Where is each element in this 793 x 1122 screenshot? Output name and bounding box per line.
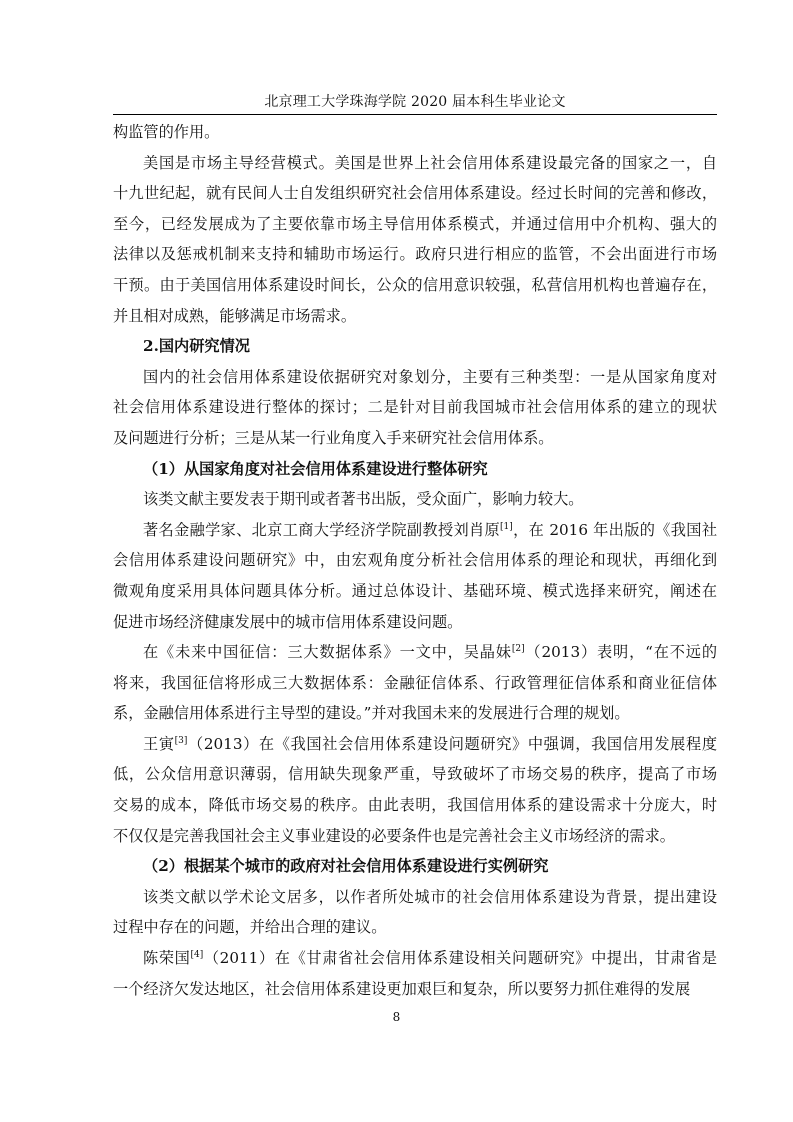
text-line: 该类文献以学术论文居多，以作者所处城市的社会信用体系建设为背景，提出建设 — [143, 887, 717, 906]
text-line: 会信用体系建设问题研究》中，由宏观角度分析社会信用体系的理论和现状，再细化到 — [113, 551, 717, 570]
text-line: （2）根据某个城市的政府对社会信用体系建设进行实例研究 — [143, 857, 549, 876]
paragraph — [113, 515, 717, 637]
text-line: 社会信用体系建设进行整体的探讨；二是针对目前我国城市社会信用体系的建立的现状 — [113, 398, 717, 417]
paragraph — [113, 882, 717, 943]
text-line: 将来，我国征信将形成三大数据体系：金融征信体系、行政管理征信体系和商业征信体 — [113, 673, 717, 692]
body-text — [113, 117, 717, 1004]
text-line: 该类文献主要发表于期刊或者著书出版，受众面广，影响力较大。 — [143, 490, 584, 509]
text-line: 十九世纪起，就有民间人士自发组织研究社会信用体系建设。经过长时间的完善和修改， — [113, 184, 717, 203]
text-line: 著名金融学家、北京工商大学经济学院副教授刘肖原[1]，在 2016 年出版的《我国社 — [143, 520, 717, 539]
text-line: 及问题进行分析；三是从某一行业角度入手来研究社会信用体系。 — [113, 428, 554, 447]
section-heading — [113, 331, 717, 362]
paragraph — [113, 362, 717, 454]
text-line: 并且相对成熟，能够满足市场需求。 — [113, 306, 356, 325]
header-rule — [113, 114, 717, 115]
running-header: 北京理工大学珠海学院 2020 届本科生毕业论文 — [264, 94, 566, 110]
text-line: 微观角度采用具体问题具体分析。通过总体设计、基础环境、模式选择来研究，阐述在 — [113, 581, 717, 600]
text-line: 过程中存在的问题，并给出合理的建议。 — [113, 918, 387, 937]
citation-marker: [4] — [190, 950, 204, 961]
text-line: 一个经济欠发达地区，社会信用体系建设更加艰巨和复杂，所以要努力抓住难得的发展 — [113, 979, 691, 998]
paragraph — [113, 729, 717, 851]
text-line: 国内的社会信用体系建设依据研究对象划分，主要有三种类型：一是从国家角度对 — [143, 367, 717, 386]
text-line: 在《未来中国征信：三大数据体系》一文中，吴晶妹[2]（2013）表明，“在不远的 — [143, 643, 717, 662]
paragraph — [113, 117, 717, 148]
text-line: 不仅仅是完善我国社会主义事业建设的必要条件也是完善社会主义市场经济的需求。 — [113, 826, 675, 845]
text-line: 构监管的作用。 — [113, 123, 220, 141]
paragraph — [113, 637, 717, 729]
text-line: 干预。由于美国信用体系建设时间长，公众的信用意识较强，私营信用机构也普遍存在， — [113, 275, 717, 294]
text-line: 王寅[3]（2013）在《我国社会信用体系建设问题研究》中强调，我国信用发展程度 — [143, 734, 717, 753]
text-line: 美国是市场主导经营模式。美国是世界上社会信用体系建设最完备的国家之一，自 — [143, 153, 717, 172]
page-number: 8 — [392, 1010, 401, 1024]
text-line: 系，金融信用体系进行主导型的建设。”并对我国未来的发展进行合理的规划。 — [113, 704, 630, 723]
paragraph — [113, 148, 717, 332]
paragraph — [113, 943, 717, 1004]
text-line: 2.国内研究情况 — [143, 337, 250, 356]
text-line: 陈荣国[4]（2011）在《甘肃省社会信用体系建设相关问题研究》中提出，甘肃省是 — [143, 949, 717, 968]
citation-marker: [3] — [174, 735, 188, 746]
citation-marker: [1] — [500, 521, 513, 532]
text-line: 促进市场经济健康发展中的城市信用体系建设问题。 — [113, 612, 463, 631]
text-line: 法律以及惩戒机制来支持和辅助市场运行。政府只进行相应的监管，不会出面进行市场 — [113, 245, 717, 264]
citation-marker: [2] — [511, 644, 525, 655]
section-heading — [113, 454, 717, 485]
section-heading — [113, 851, 717, 882]
text-line: （1）从国家角度对社会信用体系建设进行整体研究 — [143, 459, 488, 478]
text-line: 交易的成本，降低市场交易的秩序。由此表明，我国信用体系的建设需求十分庞大，时 — [113, 796, 717, 815]
text-line: 至今，已经发展成为了主要依靠市场主导信用体系模式，并通过信用中介机构、强大的 — [113, 214, 717, 233]
text-line: 低，公众信用意识薄弱，信用缺失现象严重，导致破坏了市场交易的秩序，提高了市场 — [113, 765, 717, 784]
paragraph — [113, 484, 717, 515]
